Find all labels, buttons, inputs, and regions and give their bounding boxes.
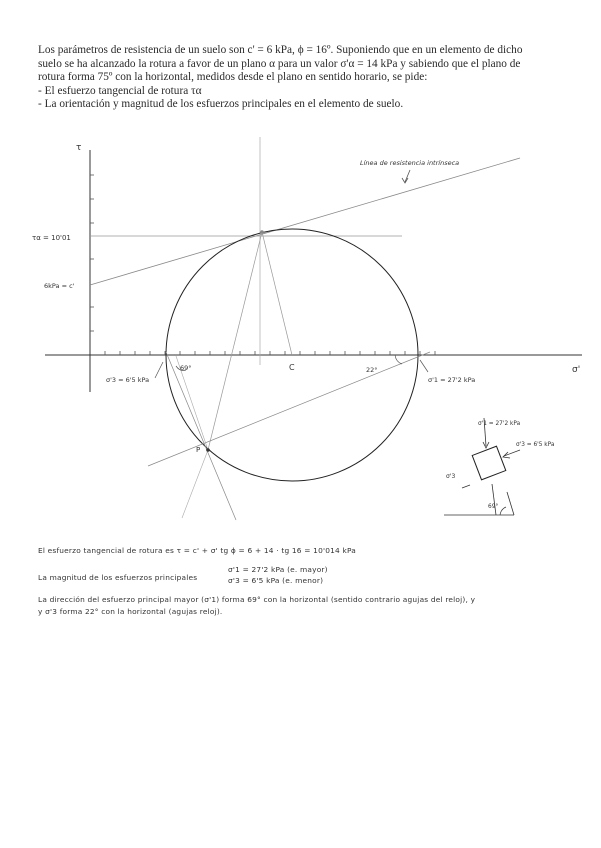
tangency-point [260, 230, 264, 234]
pole-point [206, 448, 210, 452]
plane-line-sigma1 [166, 352, 236, 520]
answer-tau: El esfuerzo tangencial de rotura es τ = c' + σ' tg ϕ = 6 + 14 · tg 16 = 10'014 kPa [38, 546, 357, 555]
tau-ticks [90, 175, 94, 331]
tau-alpha-label: τα = 10'01 [32, 234, 71, 242]
strength-line-label: Línea de resistencia intrínseca [360, 159, 460, 167]
stress-element [444, 418, 555, 515]
pole-label: P [196, 446, 201, 454]
problem-line: rotura forma 75º con la horizontal, medidos desde el plano en sentido horario, se pide: [38, 71, 428, 84]
problem-line: suelo se ha alcanzado la rotura a favor de un plano α para un valor σ'α = 14 kPa y sabiendo que el plano de [38, 57, 521, 70]
answer-sigma1: σ'1 = 27'2 kPa (e. mayor) [228, 565, 328, 574]
sigma1-label: σ'1 = 27'2 kPa [428, 376, 476, 384]
answer-direction: La dirección del esfuerzo principal mayor (σ'1) forma 69° con la horizontal (sentido contrario agujas del reloj), y [38, 595, 476, 604]
strength-label-arrow [405, 170, 410, 182]
sigma-axis-label: σ' [572, 365, 581, 375]
element-angle-label: 69° [488, 504, 499, 510]
angle-right-label: 22° [366, 366, 378, 374]
problem-line: Los parámetros de resistencia de un suelo son c' = 6 kPa, ϕ = 16º. Suponiendo que en un elemento de dicho [38, 44, 523, 56]
tau-axis-label: τ [76, 143, 82, 153]
answer-sigma3: σ'3 = 6'5 kPa (e. menor) [228, 576, 324, 585]
problem-line: - La orientación y magnitud de los esfuerzos principales en el elemento de suelo. [38, 98, 404, 111]
sigma-ticks [105, 351, 435, 355]
element-left-label: σ'3 [446, 473, 456, 480]
element-top-label: σ'1 = 27'2 kPa [478, 421, 521, 427]
answer-magnitude-prefix: La magnitud de los esfuerzos principales [38, 573, 198, 582]
element-right-label: σ'3 = 6'5 kPa [516, 442, 555, 448]
answer-direction-2: y σ'3 forma 22° con la horizontal (agujas reloj). [38, 607, 223, 616]
center-label: C [289, 363, 295, 372]
problem-line: - El esfuerzo tangencial de rotura τα [38, 84, 202, 97]
element-square [472, 446, 506, 480]
sigma3-label: σ'3 = 6'5 kPa [106, 376, 150, 384]
angle-left-label: 69° [180, 364, 192, 372]
strength-envelope [90, 158, 520, 285]
cohesion-label: 6kPa = c' [44, 282, 75, 290]
